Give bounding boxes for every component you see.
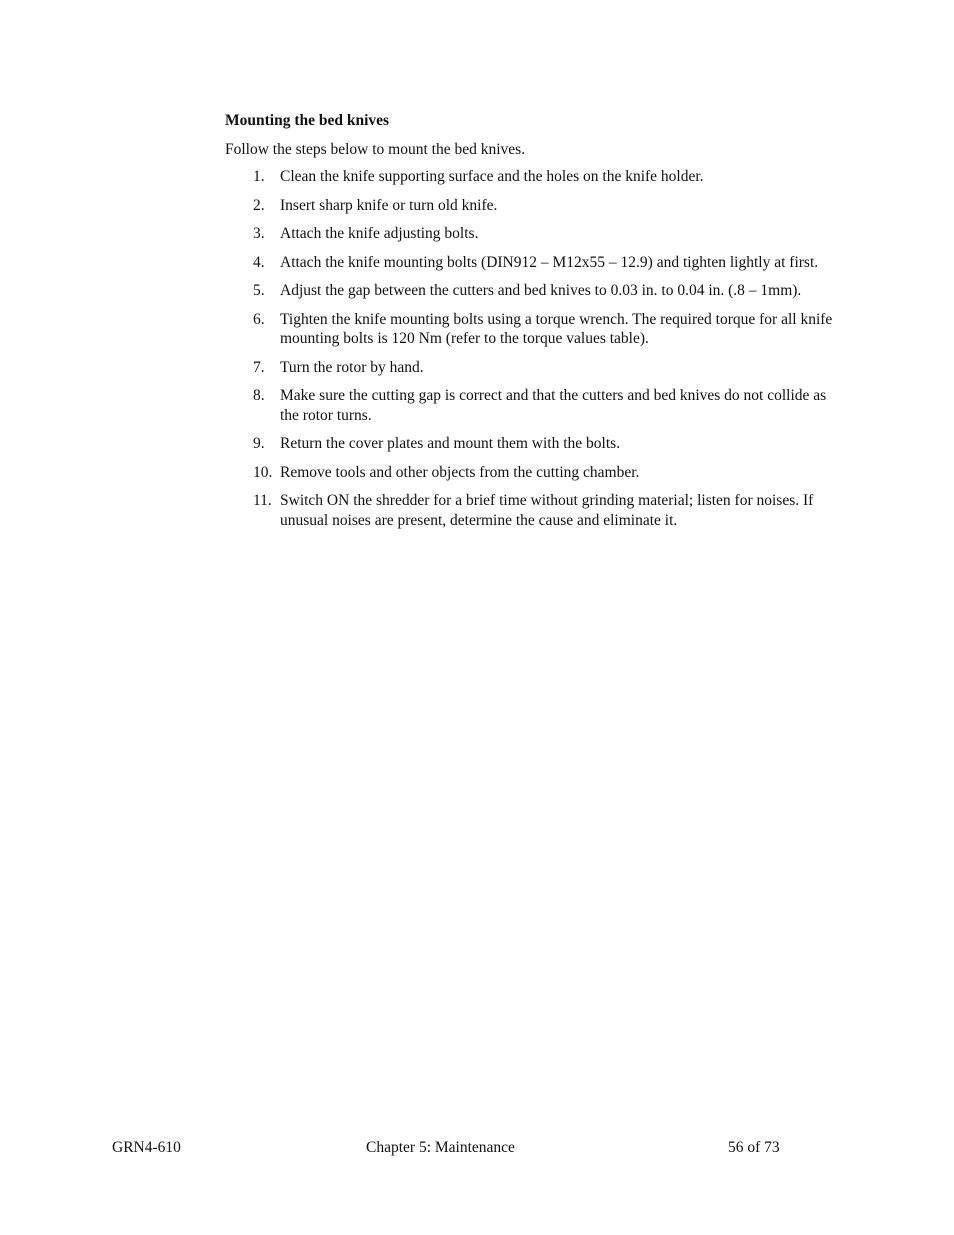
step-text: Return the cover plates and mount them with the bolts. <box>280 435 621 452</box>
list-item <box>225 310 845 349</box>
list-item <box>225 167 845 187</box>
step-text: Attach the knife adjusting bolts. <box>280 225 479 242</box>
step-text: Switch ON the shredder for a brief time without grinding material; listen for noises. If unusual noises are present, determine the cause and eliminate it. <box>280 492 814 529</box>
step-text: Insert sharp knife or turn old knife. <box>280 196 498 214</box>
footer-doc-id: GRN4-610 <box>112 1139 181 1156</box>
list-item <box>225 491 845 530</box>
list-item <box>225 386 845 425</box>
page-footer <box>0 1138 954 1160</box>
step-text: Turn the rotor by hand. <box>280 358 424 376</box>
intro-paragraph: Follow the steps below to mount the bed knives. <box>225 140 526 158</box>
step-number: 6. <box>253 310 265 328</box>
step-number: 5. <box>253 282 265 299</box>
list-item <box>225 224 845 244</box>
step-text: Clean the knife supporting surface and the holes on the knife holder. <box>280 168 704 185</box>
list-item <box>225 463 845 483</box>
step-number: 4. <box>253 253 265 271</box>
list-item <box>225 358 845 378</box>
page-content <box>225 111 845 539</box>
step-text: Remove tools and other objects from the cutting chamber. <box>280 463 640 481</box>
steps-list <box>225 167 845 530</box>
step-number: 3. <box>253 225 265 242</box>
list-item <box>225 281 845 301</box>
step-text: Attach the knife mounting bolts (DIN912 – M12x55 – 12.9) and tighten lightly at first. <box>280 253 819 271</box>
step-number: 2. <box>253 196 265 214</box>
list-item <box>225 253 845 273</box>
step-number: 10. <box>253 463 273 481</box>
step-number: 11. <box>253 492 272 509</box>
list-item <box>225 434 845 454</box>
step-number: 9. <box>253 435 265 452</box>
footer-page-number: 56 of 73 <box>728 1139 780 1156</box>
step-text: Adjust the gap between the cutters and bed knives to 0.03 in. to 0.04 in. (.8 – 1mm). <box>280 282 802 299</box>
step-text: Tighten the knife mounting bolts using a torque wrench. The required torque for all knife mounting bolts is 120 Nm (refer to the torque values table). <box>280 310 833 347</box>
step-number: 8. <box>253 387 265 404</box>
list-item <box>225 196 845 216</box>
step-number: 1. <box>253 168 265 185</box>
step-number: 7. <box>253 358 265 376</box>
section-heading: Mounting the bed knives <box>225 112 390 129</box>
step-text: Make sure the cutting gap is correct and that the cutters and bed knives do not collide as the rotor turns. <box>280 387 827 424</box>
footer-chapter: Chapter 5: Maintenance <box>366 1139 515 1156</box>
